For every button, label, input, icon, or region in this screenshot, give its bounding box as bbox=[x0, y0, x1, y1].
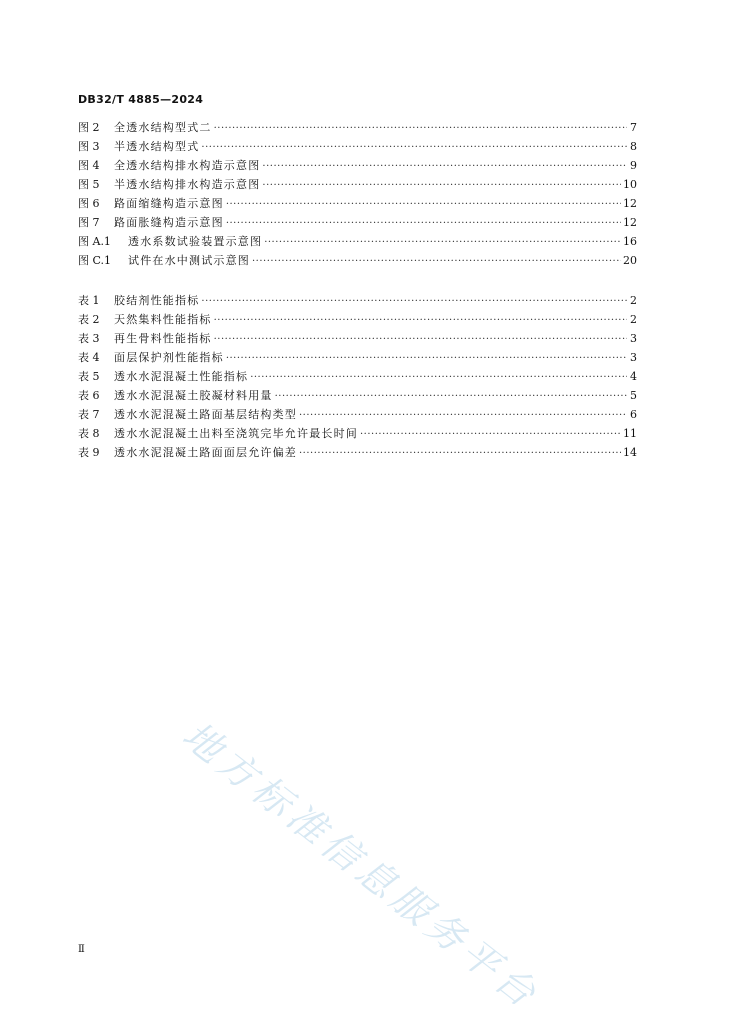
figure-entry[interactable] bbox=[78, 252, 637, 271]
page-number: 16 bbox=[623, 235, 637, 248]
table-number: 表 7 bbox=[78, 408, 100, 421]
figure-number: 图 4 bbox=[78, 159, 100, 172]
page-number: 4 bbox=[630, 370, 637, 383]
figure-title: 半透水结构排水构造示意图 bbox=[114, 178, 261, 191]
table-title: 透水水泥混凝土胶凝材料用量 bbox=[114, 389, 273, 402]
table-entry[interactable] bbox=[78, 330, 637, 349]
document-code: DB32/T 4885—2024 bbox=[78, 93, 204, 106]
page-number: 14 bbox=[623, 446, 637, 459]
leader-dots bbox=[299, 410, 627, 421]
leader-dots bbox=[214, 334, 627, 345]
page-number: 7 bbox=[630, 121, 637, 134]
table-title: 胶结剂性能指标 bbox=[114, 294, 200, 307]
figure-number: 图 6 bbox=[78, 197, 100, 210]
table-number: 表 1 bbox=[78, 294, 100, 307]
table-entry[interactable] bbox=[78, 406, 637, 425]
leader-dots bbox=[201, 296, 627, 307]
leader-dots bbox=[214, 315, 627, 326]
table-title: 天然集料性能指标 bbox=[114, 313, 212, 326]
figure-title: 路面胀缝构造示意图 bbox=[114, 216, 224, 229]
figure-entry[interactable] bbox=[78, 138, 637, 157]
table-number: 表 4 bbox=[78, 351, 100, 364]
table-title: 面层保护剂性能指标 bbox=[114, 351, 224, 364]
leader-dots bbox=[250, 372, 627, 383]
footer-page-number: Ⅱ bbox=[78, 944, 85, 955]
page-number: 9 bbox=[630, 159, 637, 172]
page-number: 12 bbox=[623, 197, 637, 210]
leader-dots bbox=[262, 180, 621, 191]
page-number: 5 bbox=[630, 389, 637, 402]
table-entry[interactable] bbox=[78, 425, 637, 444]
page-number: 3 bbox=[630, 351, 637, 364]
figure-entry[interactable] bbox=[78, 214, 637, 233]
leader-dots bbox=[360, 429, 621, 440]
table-entry[interactable] bbox=[78, 444, 637, 463]
table-entry[interactable] bbox=[78, 387, 637, 406]
figure-number: 图 2 bbox=[78, 121, 100, 134]
table-entry[interactable] bbox=[78, 292, 637, 311]
figure-title: 透水系数试验装置示意图 bbox=[128, 235, 263, 248]
figure-entry[interactable] bbox=[78, 195, 637, 214]
figure-entry[interactable] bbox=[78, 233, 637, 252]
leader-dots bbox=[264, 237, 621, 248]
figure-title: 全透水结构排水构造示意图 bbox=[114, 159, 261, 172]
page-number: 12 bbox=[623, 216, 637, 229]
figure-entry[interactable] bbox=[78, 157, 637, 176]
page-number: 8 bbox=[630, 140, 637, 153]
page-number: 2 bbox=[630, 294, 637, 307]
page-number: 2 bbox=[630, 313, 637, 326]
figure-number: 图 A.1 bbox=[78, 235, 111, 248]
watermark: 地方标准信息服务平台 bbox=[174, 712, 549, 1019]
figure-number: 图 C.1 bbox=[78, 254, 112, 267]
table-title: 透水水泥混凝土路面面层允许偏差 bbox=[114, 446, 297, 459]
leader-dots bbox=[252, 256, 621, 267]
figure-number: 图 3 bbox=[78, 140, 100, 153]
figure-number: 图 5 bbox=[78, 178, 100, 191]
figure-number: 图 7 bbox=[78, 216, 100, 229]
table-number: 表 8 bbox=[78, 427, 100, 440]
table-title: 透水水泥混凝土性能指标 bbox=[114, 370, 249, 383]
figure-entry[interactable] bbox=[78, 176, 637, 195]
page-number: 11 bbox=[623, 427, 637, 440]
table-title: 再生骨料性能指标 bbox=[114, 332, 212, 345]
leader-dots bbox=[299, 448, 621, 459]
page-number: 6 bbox=[630, 408, 637, 421]
leader-dots bbox=[214, 123, 627, 134]
table-number: 表 9 bbox=[78, 446, 100, 459]
figure-list bbox=[78, 119, 637, 271]
table-title: 透水水泥混凝土出料至浇筑完毕允许最长时间 bbox=[114, 427, 358, 440]
table-number: 表 6 bbox=[78, 389, 100, 402]
figure-entry[interactable] bbox=[78, 119, 637, 138]
leader-dots bbox=[226, 353, 627, 364]
table-list bbox=[78, 292, 637, 463]
figure-title: 半透水结构型式 bbox=[114, 140, 200, 153]
table-entry[interactable] bbox=[78, 368, 637, 387]
leader-dots bbox=[275, 391, 627, 402]
leader-dots bbox=[201, 142, 627, 153]
table-number: 表 3 bbox=[78, 332, 100, 345]
page-number: 20 bbox=[623, 254, 637, 267]
leader-dots bbox=[226, 218, 621, 229]
figure-title: 路面缩缝构造示意图 bbox=[114, 197, 224, 210]
table-entry[interactable] bbox=[78, 311, 637, 330]
table-number: 表 2 bbox=[78, 313, 100, 326]
leader-dots bbox=[226, 199, 621, 210]
table-title: 透水水泥混凝土路面基层结构类型 bbox=[114, 408, 297, 421]
leader-dots bbox=[262, 161, 627, 172]
page-number: 10 bbox=[623, 178, 637, 191]
table-entry[interactable] bbox=[78, 349, 637, 368]
table-number: 表 5 bbox=[78, 370, 100, 383]
figure-title: 全透水结构型式二 bbox=[114, 121, 212, 134]
page-number: 3 bbox=[630, 332, 637, 345]
figure-title: 试件在水中测试示意图 bbox=[128, 254, 250, 267]
